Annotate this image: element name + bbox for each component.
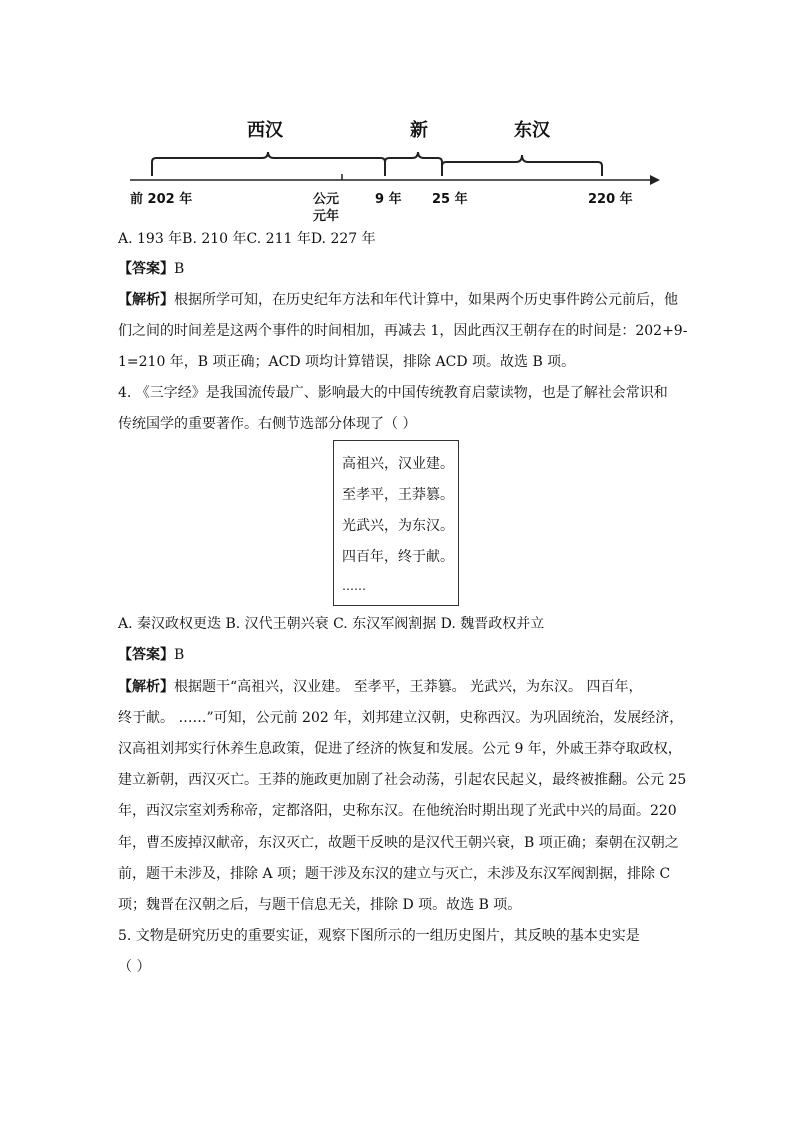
q5-stem-line-1: 5. 文物是研究历史的重要实证，观察下图所示的一组历史图片，其反映的基本史实是: [118, 928, 640, 944]
poem-line-2: 至孝平，王莽篡。: [342, 487, 454, 503]
q4-analysis-line-6: 年，曹丕废掉汉献帝，东汉灭亡，故题干反映的是汉代王朝兴衰，B 项正确；秦朝在汉朝之: [118, 835, 679, 851]
poem-line-1: 高祖兴，汉业建。: [342, 456, 454, 472]
analysis-text: 根据所学可知，在历史纪年方法和年代计算中，如果两个历史事件跨公元前后，他: [174, 292, 678, 308]
q4-analysis-line-4: 建立新朝，西汉灭亡。王莽的施政更加剧了社会动荡，引起农民起义，最终被推翻。公元 25: [118, 772, 687, 788]
tick-25ad: 25 年: [432, 192, 468, 207]
eastern-han-label: 东汉: [514, 120, 550, 141]
q4-stem-line-2: 传统国学的重要著作。右侧节选部分体现了（ ）: [118, 416, 417, 432]
tick-ad1-line2: 元年: [313, 209, 340, 224]
eastern-han-brace: [442, 155, 602, 176]
q4-analysis-line-2: 终于献。 ……”可知，公元前 202 年，刘邦建立汉朝，史称西汉。为巩固统治，发展经济，: [118, 710, 684, 726]
q4-stem-line-1: 4. 《三字经》是我国流传最广、影响最大的中国传统教育启蒙读物，也是了解社会常识和: [118, 385, 668, 401]
tick-9ad: 9 年: [375, 192, 402, 207]
tick-ad1-line1: 公元: [313, 192, 340, 207]
q4-options: A. 秦汉政权更迭 B. 汉代王朝兴衰 C. 东汉军阀割据 D. 魏晋政权并立: [118, 616, 545, 632]
q4-answer: [118, 645, 184, 665]
western-han-label: 西汉: [247, 120, 283, 141]
tick-202bc: 前 202 年: [130, 192, 193, 207]
q5-stem-line-2: （ ）: [118, 959, 151, 975]
poem-line-5: ……: [342, 579, 366, 593]
poem-line-4: 四百年，终于献。: [342, 549, 454, 565]
arrow-head-icon: [650, 175, 660, 185]
analysis-text: 根据题干“高祖兴，汉业建。 至孝平，王莽篡。 光武兴，为东汉。 四百年，: [174, 679, 643, 695]
analysis-tag: 【解析】: [118, 292, 174, 308]
analysis-tag: 【解析】: [118, 679, 174, 695]
answer-tag: 【答案】: [118, 647, 174, 663]
q3-answer: [118, 259, 184, 279]
xin-label: 新: [410, 120, 428, 141]
answer-value: B: [174, 647, 185, 663]
q4-analysis-line-3: 汉高祖刘邦实行休养生息政策，促进了经济的恢复和发展。公元 9 年，外戚王莽夺取政权，: [118, 741, 682, 757]
q3-analysis-line-2: 们之间的时间差是这两个事件的时间相加，再减去 1，因此西汉王朝存在的时间是：202+9-: [118, 323, 688, 339]
answer-value: B: [174, 261, 185, 277]
q4-analysis-line-7: 前，题干未涉及，排除 A 项；题干涉及东汉的建立与灭亡，未涉及东汉军阀割据，排除 C: [118, 866, 671, 882]
poem-excerpt-box: [333, 440, 459, 606]
q3-analysis-line-3: 1=210 年，B 项正确；ACD 项均计算错误，排除 ACD 项。故选 B 项。: [118, 354, 576, 370]
q4-analysis-line-1: [118, 677, 643, 697]
q4-analysis-line-5: 年，西汉宗室刘秀称帝，定都洛阳，史称东汉。在他统治时期出现了光武中兴的局面。220: [118, 803, 677, 819]
xin-brace: [385, 152, 442, 170]
q4-analysis-line-8: 项；魏晋在汉朝之后，与题干信息无关，排除 D 项。故选 B 项。: [118, 897, 522, 913]
timeline-figure: [120, 108, 680, 224]
poem-line-3: 光武兴，为东汉。: [342, 518, 454, 534]
q3-analysis-line-1: [118, 290, 678, 310]
western-han-brace: [152, 152, 385, 176]
answer-tag: 【答案】: [118, 261, 174, 277]
q3-options: A. 193 年B. 210 年C. 211 年D. 227 年: [118, 231, 376, 247]
tick-220ad: 220 年: [588, 192, 633, 207]
